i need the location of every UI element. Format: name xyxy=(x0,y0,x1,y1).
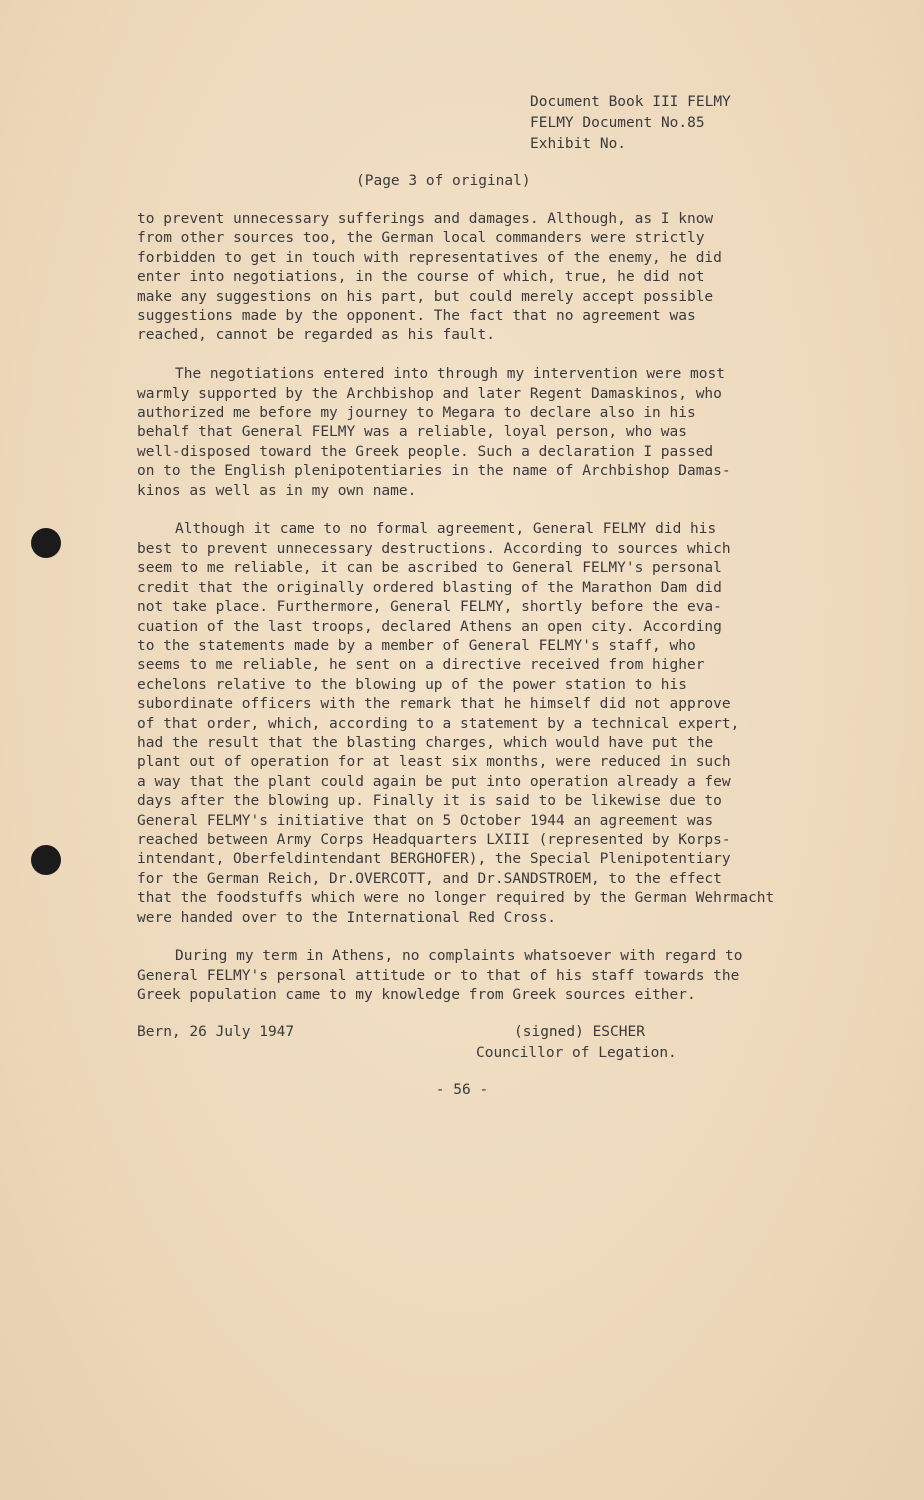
text-line: make any suggestions on his part, but could merely accept possible xyxy=(137,288,714,305)
text-line: enter into negotiations, in the course of which, true, he did not xyxy=(137,269,705,286)
signer-title: Councillor of Legation. xyxy=(476,1045,677,1061)
text-line: intendant, Oberfeldintendant BERGHOFER), the Special Plenipotentiary xyxy=(137,851,731,868)
text-line: General FELMY's initiative that on 5 October 1944 an agreement was xyxy=(137,812,714,829)
text-line: reached between Army Corps Headquarters LXIII (represented by Korps- xyxy=(137,831,731,848)
paragraph-2 xyxy=(137,365,817,501)
text-line: warmly supported by the Archbishop and later Regent Damaskinos, who xyxy=(137,385,722,402)
text-line: on to the English plenipotentiaries in the name of Archbishop Damas- xyxy=(137,463,731,480)
document-body xyxy=(137,210,817,1025)
text-line: Greek population came to my knowledge from Greek sources either. xyxy=(137,987,696,1004)
text-line: suggestions made by the opponent. The fact that no agreement was xyxy=(137,308,696,325)
text-line: Although it came to no formal agreement, General FELMY did his xyxy=(175,521,717,538)
text-line: best to prevent unnecessary destructions. According to sources which xyxy=(137,540,731,557)
text-line: from other sources too, the German local commanders were strictly xyxy=(137,230,705,247)
text-line: that the foodstuffs which were no longer required by the German Wehrmacht xyxy=(137,890,775,907)
text-line: of that order, which, according to a statement by a technical expert, xyxy=(137,715,740,732)
text-line: reached, cannot be regarded as his fault. xyxy=(137,327,495,344)
exhibit-line: Exhibit No. xyxy=(530,136,627,152)
text-line: seems to me reliable, he sent on a directive received from higher xyxy=(137,657,705,674)
punch-hole xyxy=(31,845,61,875)
text-line: to the statements made by a member of General FELMY's staff, who xyxy=(137,637,696,654)
paragraph-3 xyxy=(137,520,817,928)
text-line: credit that the originally ordered blasting of the Marathon Dam did xyxy=(137,579,722,596)
page-number: - 56 - xyxy=(435,1082,489,1098)
text-line: behalf that General FELMY was a reliable, loyal person, who was xyxy=(137,424,687,441)
paragraph-4 xyxy=(137,947,817,1005)
text-line: seem to me reliable, it can be ascribed to General FELMY's personal xyxy=(137,560,722,577)
text-line: plant out of operation for at least six months, were reduced in such xyxy=(137,754,731,771)
paragraph-1 xyxy=(137,210,817,346)
signature-block xyxy=(476,1022,677,1064)
text-line: forbidden to get in touch with representatives of the enemy, he did xyxy=(137,249,722,266)
text-line: General FELMY's personal attitude or to that of his staff towards the xyxy=(137,967,740,984)
page-of-original: (Page 3 of original) xyxy=(356,173,531,189)
text-line: cuation of the last troops, declared Athens an open city. According xyxy=(137,618,722,635)
text-line: had the result that the blasting charges, which would have put the xyxy=(137,734,714,751)
text-line: During my term in Athens, no complaints whatsoever with regard to xyxy=(175,948,743,965)
document-book-line: Document Book III FELMY xyxy=(530,94,731,110)
text-line: The negotiations entered into through my intervention were most xyxy=(175,366,725,383)
text-line: well-disposed toward the Greek people. Such a declaration I passed xyxy=(137,443,714,460)
text-line: were handed over to the International Red Cross. xyxy=(137,909,557,926)
text-line: for the German Reich, Dr.OVERCOTT, and Dr.SANDSTROEM, to the effect xyxy=(137,870,722,887)
text-line: to prevent unnecessary sufferings and damages. Although, as I know xyxy=(137,211,714,227)
document-header xyxy=(530,92,731,155)
place-date: Bern, 26 July 1947 xyxy=(137,1024,295,1040)
text-line: days after the blowing up. Finally it is said to be likewise due to xyxy=(137,793,722,810)
signed-name: (signed) ESCHER xyxy=(514,1024,645,1040)
text-line: not take place. Furthermore, General FELMY, shortly before the eva- xyxy=(137,599,722,616)
document-number-line: FELMY Document No.85 xyxy=(530,115,705,131)
text-line: authorized me before my journey to Megara to declare also in his xyxy=(137,405,696,422)
text-line: a way that the plant could again be put into operation already a few xyxy=(137,773,731,790)
text-line: subordinate officers with the remark that he himself did not approve xyxy=(137,696,731,713)
text-line: echelons relative to the blowing up of the power station to his xyxy=(137,676,687,693)
punch-hole xyxy=(31,528,61,558)
text-line: kinos as well as in my own name. xyxy=(137,482,417,499)
